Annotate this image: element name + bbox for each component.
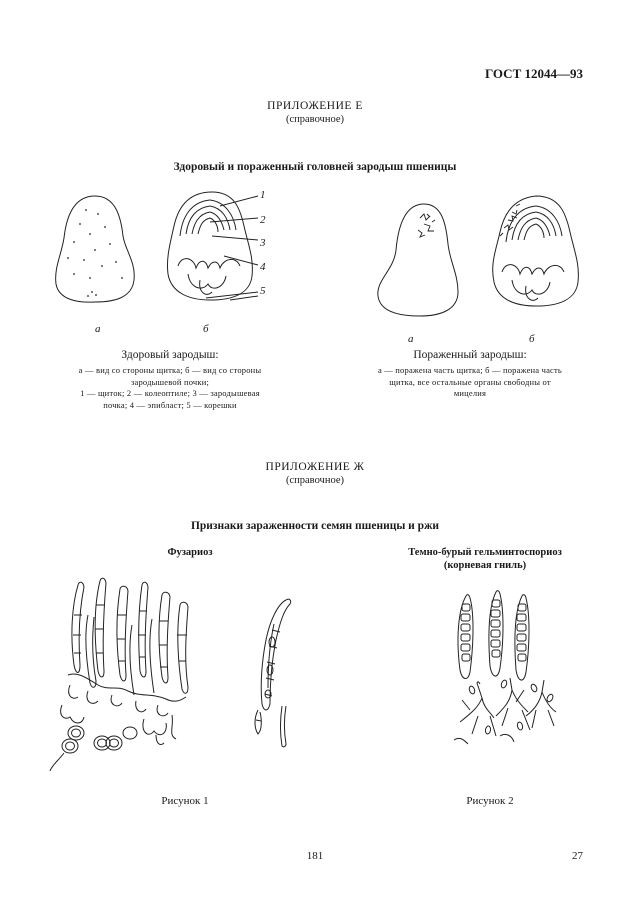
infected-embryo-a-drawing <box>372 200 462 320</box>
infected-caption-line: а — поражена часть щитка; б — поражена часть <box>377 365 563 375</box>
fusarium-single-spore-drawing <box>248 594 298 754</box>
healthy-caption-line: 1 — щиток; 2 — колеоптиле; 3 — зародышевая <box>80 388 260 398</box>
fusarium-heading: Фузариоз <box>167 547 213 558</box>
infected-label-a: а <box>408 333 414 345</box>
healthy-label-b: б <box>203 323 209 335</box>
infected-caption-line: щитка, все остальные органы свободны от <box>389 376 551 387</box>
infected-embryo-b-drawing <box>486 192 586 314</box>
page-number-center: 181 <box>306 850 324 862</box>
helminthosporium-spores-drawing <box>450 590 560 760</box>
helminthosporium-heading <box>390 546 580 572</box>
appendix-zh-title: ПРИЛОЖЕНИЕ Ж <box>265 461 365 473</box>
healthy-caption-title: Здоровый зародыш: <box>121 349 219 361</box>
fusarium-spores-drawing <box>48 575 198 775</box>
infected-caption-line: мицелия <box>453 388 487 398</box>
appendix-e-title: ПРИЛОЖЕНИЕ Е <box>267 100 363 112</box>
helminthosporium-heading-line2: (корневая гниль) <box>443 560 527 571</box>
infected-caption-body <box>352 365 588 400</box>
appendix-e-heading: Здоровый и пораженный головней зародыш пшеницы <box>173 161 457 173</box>
mycelium-spot <box>418 214 435 237</box>
healthy-caption-line: почка; 4 — эпибласт; 5 — корешки <box>103 399 237 410</box>
callout-1: 1 <box>260 189 266 201</box>
page-number-right: 27 <box>572 850 583 862</box>
standard-number: ГОСТ 12044—93 <box>484 66 583 81</box>
appendix-zh-subtitle: (справочное) <box>286 475 344 486</box>
infected-caption-title: Пораженный зародыш: <box>413 349 527 361</box>
figure-1-label: Рисунок 1 <box>161 795 209 807</box>
infected-label-b: б <box>529 333 535 345</box>
figure-2-label: Рисунок 2 <box>466 795 514 807</box>
callout-4: 4 <box>260 261 266 273</box>
appendix-e-subtitle: (справочное) <box>286 114 344 125</box>
callout-5: 5 <box>260 285 266 297</box>
healthy-caption-line: зародышевой почки; <box>130 376 210 387</box>
appendix-zh-heading: Признаки зараженности семян пшеницы и ржи <box>190 520 440 532</box>
healthy-caption-body <box>52 365 288 411</box>
helminthosporium-heading-line1: Темно-бурый гельминтоспориоз <box>408 547 562 558</box>
callout-3: 3 <box>260 237 266 249</box>
healthy-caption-line: а — вид со стороны щитка; б — вид со стороны <box>78 365 262 375</box>
healthy-label-a: а <box>95 323 101 335</box>
spore-cells <box>461 600 526 661</box>
callout-2: 2 <box>260 214 266 226</box>
